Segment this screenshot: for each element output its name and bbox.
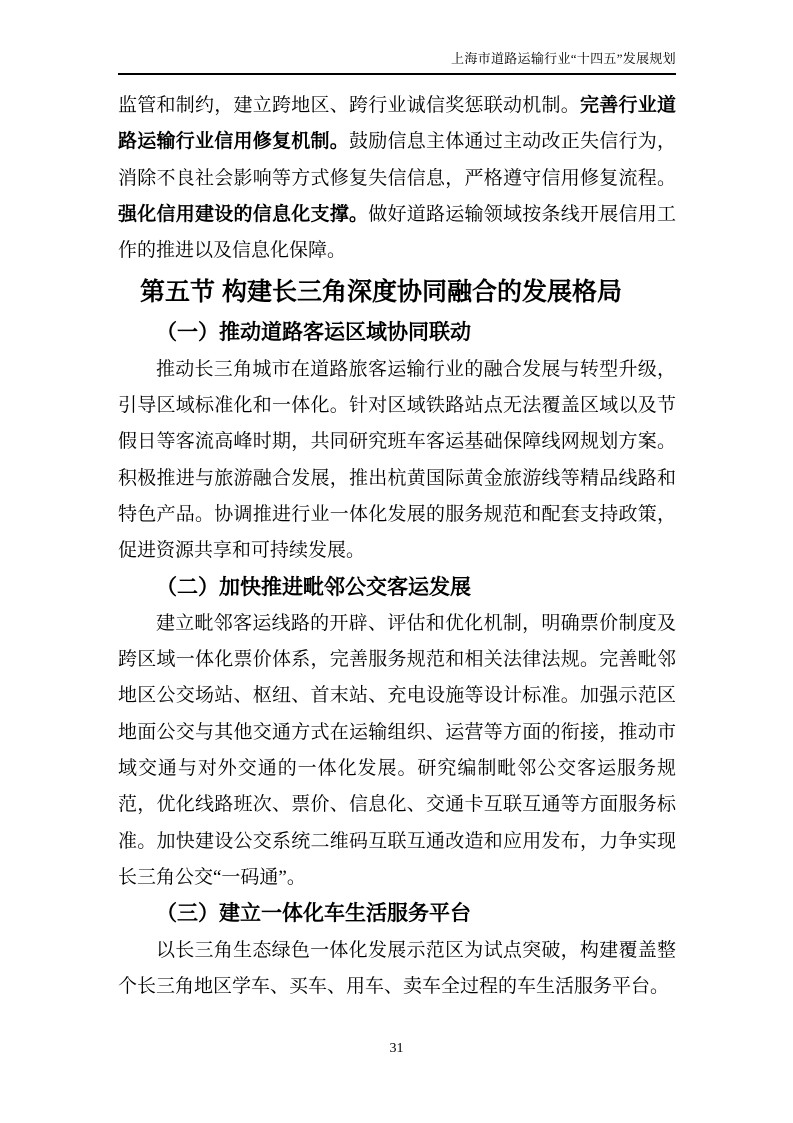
paragraph bbox=[118, 933, 676, 1006]
body-text: 鼓励信息主体通过主动改正失信行为，消除不良社会影响等方式修复失信信息，严格遵守信用修复流程。 bbox=[118, 131, 676, 189]
sub-heading: （一）推动道路客运区域协同联动 bbox=[156, 321, 471, 345]
document-content bbox=[118, 88, 676, 1005]
sub-heading: （三）建立一体化车生活服务平台 bbox=[156, 902, 471, 926]
body-text: 监管和制约，建立跨地区、跨行业诚信奖惩联动机制。 bbox=[118, 95, 580, 116]
section-heading: 第五节 构建长三角深度协同融合的发展格局 bbox=[140, 278, 622, 307]
running-title: 上海市道路运输行业“十四五”发展规划 bbox=[451, 51, 676, 66]
body-text: 做好道路运输领域按条线开展信用工作的推进以及信息化保障。 bbox=[118, 203, 676, 262]
body-text: 推动长三角城市在道路旅客运输行业的融合发展与转型升级，引导区域标准化和一体化。针对区域铁路站点无法覆盖区域以及节假日等客流高峰时期，共同研究班车客运基础保障线网规划方案。积极推进与旅游融合发展，推出杭黄国际黄金旅游线等精品线路和特色产品。协调推进行业一体化发展的服务规范和配套支持政策，促进资源共享和可持续发展。 bbox=[118, 358, 676, 562]
page-number: 31 bbox=[389, 1041, 404, 1056]
sub-heading: （二）加快推进毗邻公交客运发展 bbox=[156, 575, 471, 599]
body-text: 建立毗邻客运线路的开辟、评估和优化机制，明确票价制度及跨区域一体化票价体系，完善服务规范和相关法律法规。完善毗邻地区公交场站、枢纽、首末站、充电设施等设计标准。加强示范区地面公交与其他交通方式在运输组织、运营等方面的衔接，推动市域交通与对外交通的一体化发展。研究编制毗邻公交客运服务规范，优化线路班次、票价、信息化、交通卡互联互通等方面服务标准。加快建设公交系统二维码互联互通改造和应用发布，力争实现长三角公交“一码通”。 bbox=[118, 612, 676, 888]
emphasis-text: 完善行业道路运输行业信用修复机制。 bbox=[118, 95, 676, 153]
emphasis-text: 强化信用建设的信息化支撑。 bbox=[118, 203, 369, 225]
paragraph bbox=[118, 88, 676, 269]
page-header bbox=[118, 50, 676, 75]
paragraph bbox=[118, 352, 676, 570]
paragraph bbox=[118, 606, 676, 896]
body-text: 以长三角生态绿色一体化发展示范区为试点突破，构建覆盖整个长三角地区学车、买车、用车、卖车全过程的车生活服务平台。 bbox=[118, 939, 676, 997]
page-footer bbox=[0, 1040, 793, 1058]
